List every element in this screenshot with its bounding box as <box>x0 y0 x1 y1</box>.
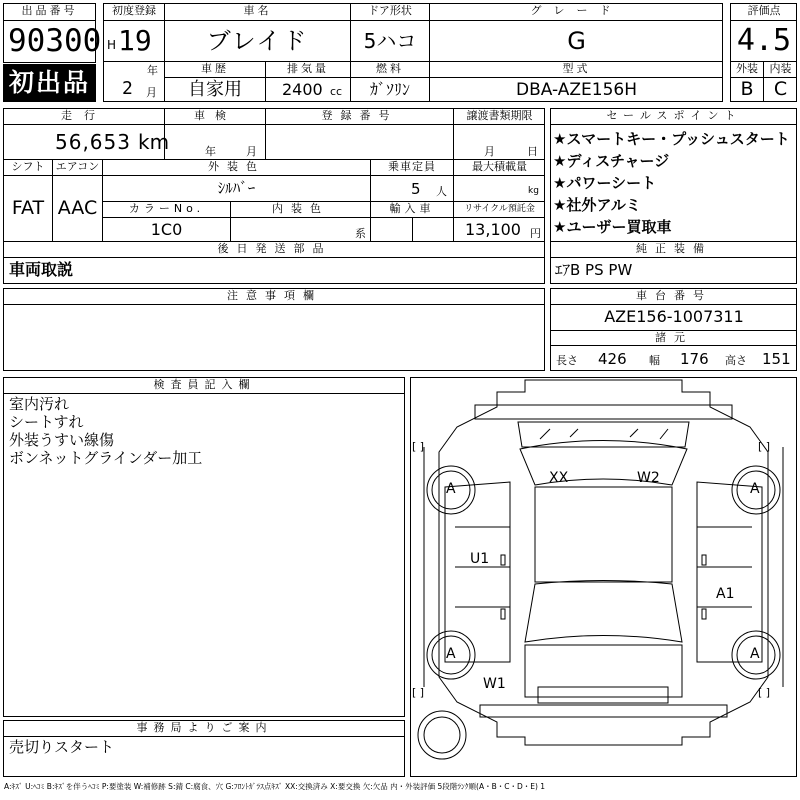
tire-mark-rr: A <box>750 646 760 662</box>
transfer-month-unit: 月 <box>484 145 495 158</box>
fuel-label: 燃料 <box>376 62 404 75</box>
car-name-label: 車名 <box>243 4 272 17</box>
sales-point-5: ★ユーザー買取車 <box>553 218 672 236</box>
tire-mark-fl: A <box>446 481 456 497</box>
interior-label: 内装 <box>769 62 792 75</box>
bracket-right-bottom: [ ] <box>758 686 771 699</box>
exterior-label: 外装 <box>736 62 758 75</box>
equipment-label: 純正装備 <box>636 242 712 255</box>
bracket-left-bottom: [ ] <box>412 686 425 699</box>
int-color-unit: 系 <box>355 227 366 240</box>
equipment-value: ｴｱB PS PW <box>555 261 633 279</box>
width: 176 <box>680 350 709 368</box>
chassis-value: AZE156-1007311 <box>604 307 744 326</box>
history-label: 車歴 <box>201 62 229 75</box>
mark-a1: A1 <box>716 586 735 602</box>
later-parts-value: 車両取説 <box>9 260 74 279</box>
later-parts-label: 後日発送部品 <box>217 242 332 255</box>
car-diagram <box>410 377 797 777</box>
sales-point-3: ★パワーシート <box>553 174 657 192</box>
sales-points-label: セールスポイント <box>606 109 742 122</box>
ext-color-label: 外装色 <box>208 160 265 173</box>
sales-point-2: ★ディスチャージ <box>553 152 670 170</box>
sales-point-4: ★社外アルミ <box>553 196 641 214</box>
lot-number: 90300 <box>8 23 102 59</box>
car-name: ブレイド <box>206 27 309 55</box>
ac-label: エアコン <box>55 160 100 173</box>
mark-u1: U1 <box>470 551 490 567</box>
inspection-year-unit: 年 <box>205 145 216 158</box>
shift: FAT <box>11 197 45 219</box>
tire-mark-rl: A <box>446 646 456 662</box>
height: 151 <box>762 350 791 368</box>
recycle-fee: 13,100 <box>465 220 521 239</box>
tire-mark-fr: A <box>750 481 760 497</box>
first-listing-text: 初出品 <box>8 68 90 97</box>
model-label: 型式 <box>562 62 591 75</box>
recycle-unit: 円 <box>530 227 541 240</box>
dims-label: 諸元 <box>655 331 693 344</box>
door-type: 5ハコ <box>363 29 417 53</box>
score-label: 評価点 <box>747 4 781 17</box>
mark-w1: W1 <box>483 676 506 692</box>
month-unit: 月 <box>146 86 157 99</box>
color-no: 1C0 <box>150 220 183 239</box>
year-unit: 年 <box>147 64 158 77</box>
capacity: 5 <box>411 180 421 198</box>
ac: AAC <box>57 197 98 219</box>
sales-point-1: ★スマートキー・プッシュスタート <box>553 130 790 148</box>
inspector-line-1: 室内汚れ <box>9 395 70 413</box>
inspector-line-4: ボンネットグラインダー加工 <box>9 449 203 467</box>
inspector-line-3: 外装うすい線傷 <box>9 431 115 449</box>
legend: A:ｷｽﾞ U:ﾍｺﾐ B:ｷｽﾞを伴うﾍｺﾐ P:要塗装 W:補修跡 S:錆 C:腐食、穴 G:ﾌﾛﾝﾄｶﾞﾗｽ点ｷｽﾞ XX:交換済み X:要交換 欠:欠品 内・外装評価 5段階ﾗﾝｸ順(A・B・C・D・E) 1 <box>4 782 546 791</box>
interior-grade: C <box>773 78 788 100</box>
bracket-left-top: [ ] <box>412 440 425 453</box>
height-label: 高さ <box>725 354 747 367</box>
office-label: 事務局よりご案内 <box>136 721 273 734</box>
first-reg-label: 初度登録 <box>112 4 156 17</box>
capacity-label: 乗車定員 <box>388 160 436 173</box>
load-unit: kg <box>528 186 539 196</box>
shift-label: シフト <box>11 160 45 173</box>
month: 2 <box>122 78 133 99</box>
length: 426 <box>598 350 627 368</box>
inspection-label: 車検 <box>194 109 236 122</box>
model: DBA-AZE156H <box>515 80 638 100</box>
transfer-day-unit: 日 <box>527 145 538 158</box>
mileage-unit: km <box>138 130 170 154</box>
transfer-label: 譲渡書類期限 <box>466 109 533 122</box>
reg-no-label: 登録番号 <box>321 109 398 122</box>
displacement-unit: cc <box>330 85 343 98</box>
inspector-line-2: シートすれ <box>9 413 84 431</box>
grade: G <box>567 27 586 55</box>
office-value: 売切りスタート <box>9 738 115 756</box>
inspector-label: 検査員記入欄 <box>153 378 256 391</box>
year: 19 <box>118 24 152 57</box>
mileage: 56,653 <box>55 130 131 154</box>
int-color-label: 内装色 <box>272 202 329 215</box>
inspection-month-unit: 月 <box>246 145 257 158</box>
chassis-label: 車台番号 <box>636 289 712 302</box>
lot-label: 出品番号 <box>21 4 78 17</box>
grade-label: グレード <box>530 4 623 17</box>
fuel: ｶﾞｿﾘﾝ <box>369 80 410 99</box>
mark-xx: XX <box>549 470 569 486</box>
length-label: 長さ <box>556 354 578 367</box>
color-no-label: カラーNo. <box>128 202 205 215</box>
width-label: 幅 <box>649 354 660 367</box>
bracket-right-top: [ ] <box>758 440 771 453</box>
notes-label: 注意事項欄 <box>227 289 322 302</box>
mileage-label: 走行 <box>61 109 107 122</box>
recycle-label: リサイクル預託金 <box>464 204 535 214</box>
displacement-label: 排気量 <box>287 62 329 75</box>
exterior-grade: B <box>740 78 754 100</box>
ext-color: ｼﾙﾊﾞｰ <box>217 179 256 197</box>
history: 自家用 <box>188 79 242 100</box>
score: 4.5 <box>736 23 792 58</box>
mark-w2: W2 <box>637 470 660 486</box>
load-label: 最大積載量 <box>472 160 527 173</box>
displacement: 2400 <box>282 80 323 99</box>
import-label: 輸入車 <box>389 202 435 215</box>
capacity-unit: 人 <box>436 185 447 198</box>
door-label: ドア形状 <box>368 4 412 17</box>
era: H <box>107 38 117 52</box>
